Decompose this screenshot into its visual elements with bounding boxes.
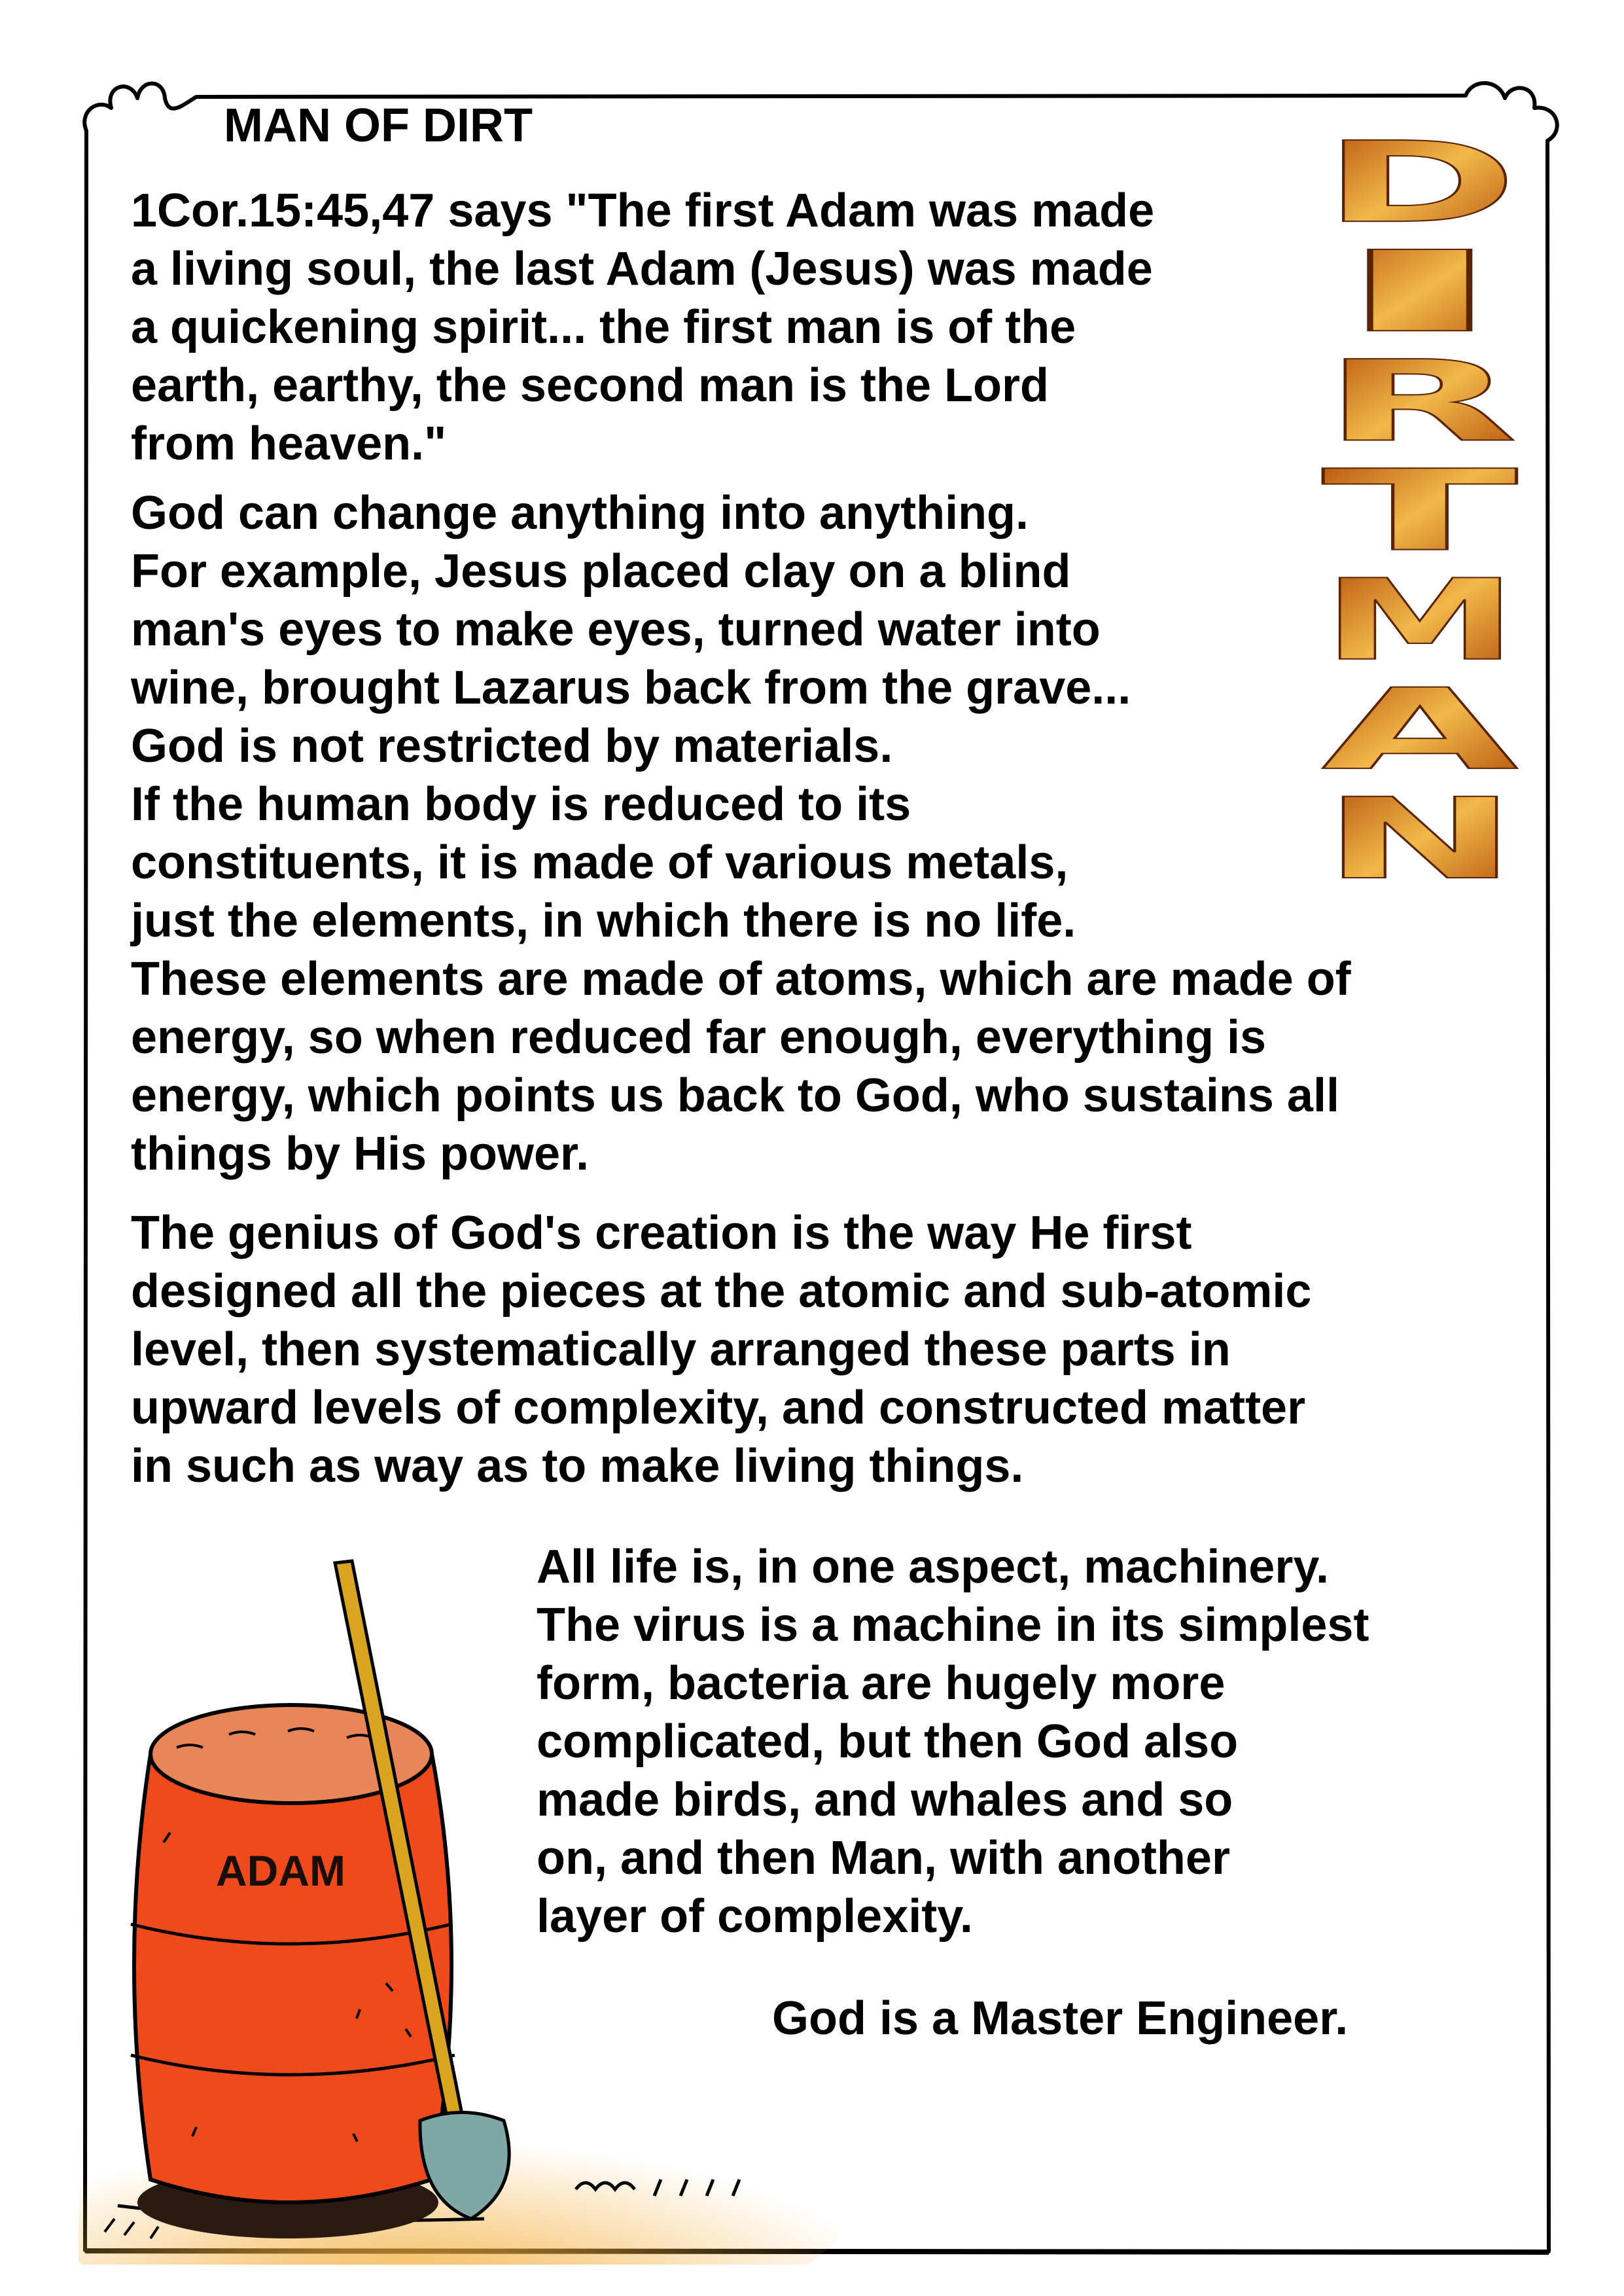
dirtman-letter: D — [1322, 121, 1518, 249]
paragraph-scripture — [131, 182, 1154, 473]
dirtman-letter: N — [1322, 775, 1518, 887]
text-line: For example, Jesus placed clay on a blind — [131, 545, 1071, 598]
text-line: The virus is a machine in its simplest — [537, 1599, 1369, 1651]
paragraph-creation — [131, 1204, 1311, 1496]
text-line: constituents, it is made of various metals, — [131, 836, 1068, 889]
dirtman-letter: M — [1322, 556, 1518, 686]
dirtman-letter: I — [1322, 228, 1518, 358]
text-line: upward levels of complexity, and constructed matter — [131, 1382, 1306, 1434]
dirtman-letter: T — [1322, 446, 1518, 577]
dirtman-letter: R — [1322, 337, 1518, 467]
text-line: earth, earthy, the second man is the Lord — [131, 359, 1049, 412]
dirt-barrel-icon — [131, 1705, 455, 2238]
text-line: complicated, but then God also — [537, 1715, 1239, 1768]
text-line: from heaven." — [131, 418, 447, 470]
paragraph-materials — [131, 484, 1351, 1183]
dirtman-letter: A — [1322, 665, 1519, 795]
barrel-illustration — [79, 1558, 1099, 2265]
text-line: just the elements, in which there is no life. — [131, 895, 1076, 947]
text-line: man's eyes to make eyes, turned water into — [131, 603, 1101, 656]
text-line: things by His power. — [131, 1128, 590, 1180]
text-line: God can change anything into anything. — [131, 487, 1029, 539]
text-line: These elements are made of atoms, which are made of — [131, 953, 1351, 1005]
closing-line: God is a Master Engineer. — [772, 1992, 1349, 2045]
text-line: a quickening spirit... the first man is of the — [131, 301, 1076, 353]
text-line: If the human body is reduced to its — [131, 778, 911, 831]
text-line: on, and then Man, with another — [537, 1832, 1230, 1884]
text-line: in such as way as to make living things. — [131, 1440, 1024, 1492]
text-line: made birds, and whales and so — [537, 1774, 1233, 1826]
text-line: form, bacteria are hugely more — [537, 1657, 1226, 1710]
text-line: energy, so when reduced far enough, everything is — [131, 1011, 1267, 1064]
text-line: The genius of God's creation is the way He first — [131, 1207, 1192, 1259]
text-line: a living soul, the last Adam (Jesus) was made — [131, 243, 1153, 295]
text-line: designed all the pieces at the atomic and sub-atomic — [131, 1265, 1312, 1318]
text-line: layer of complexity. — [537, 1890, 973, 1943]
text-line: God is not restricted by materials. — [131, 720, 893, 772]
barrel-label: ADAM — [216, 1846, 345, 1895]
text-line: All life is, in one aspect, machinery. — [537, 1541, 1330, 1593]
page-title: MAN OF DIRT — [224, 99, 533, 152]
text-line: 1Cor.15:45,47 says "The first Adam was made — [131, 185, 1155, 237]
text-line: level, then systematically arranged these parts in — [131, 1323, 1231, 1376]
text-line: energy, which points us back to God, who sustains all — [131, 1069, 1339, 1122]
text-line: wine, brought Lazarus back from the grave... — [131, 662, 1131, 714]
